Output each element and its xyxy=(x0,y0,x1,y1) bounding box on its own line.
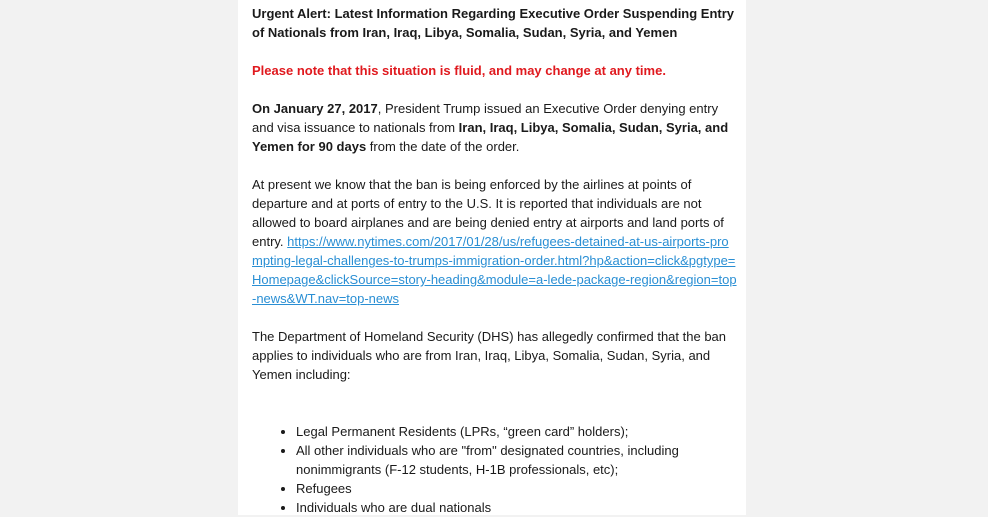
affected-groups-list xyxy=(252,422,738,517)
order-date: On January 27, 2017 xyxy=(252,101,378,116)
enforcement-text: At present we know that the ban is being enforced by the airlines at points of departure and at ports of entry to the U.S. It is reported that individuals are not allowed to board airplanes and are being denied entry at airports and land ports of entry. xyxy=(252,177,724,249)
nytimes-link[interactable]: https://www.nytimes.com/2017/01/28/us/refugees-detained-at-us-airports-prompting-legal-challenges-to-trumps-immigration-order.html?hp&action=click&pgtype=Homepage&clickSource=story-heading&module=a-lede-package-region&region=top-news&WT.nav=top-news xyxy=(252,234,737,306)
list-item: • Refugees xyxy=(296,479,738,498)
affected-countries: Iran, Iraq, Libya, Somalia, Sudan, Syria, and Yemen for 90 days xyxy=(252,120,729,154)
list-item: • All other individuals who are "from" designated countries, including nonimmigrants (F-12 students, H-1B professionals, etc); xyxy=(296,441,738,479)
enforcement-paragraph xyxy=(252,175,738,308)
order-text-b: from the date of the order. xyxy=(366,139,520,154)
list-item: • Legal Permanent Residents (LPRs, “green card” holders); xyxy=(296,422,738,441)
order-text-a: , President Trump issued an Executive Order denying entry and visa issuance to nationals from xyxy=(252,101,719,135)
email-body xyxy=(252,4,738,517)
alert-title: Urgent Alert: Latest Information Regarding Executive Order Suspending Entry of Nationals from Iran, Iraq, Libya, Somalia, Sudan, Syria, and Yemen xyxy=(252,6,735,40)
executive-order-paragraph xyxy=(252,99,738,156)
list-item: • Individuals who are dual nationals xyxy=(296,498,738,517)
email-page xyxy=(238,0,746,515)
dhs-paragraph: The Department of Homeland Security (DHS) has allegedly confirmed that the ban applies to individuals who are from Iran, Iraq, Libya, Somalia, Sudan, Syria, and Yemen including: xyxy=(252,329,727,382)
fluid-situation-notice: Please note that this situation is fluid, and may change at any time. xyxy=(252,63,666,78)
